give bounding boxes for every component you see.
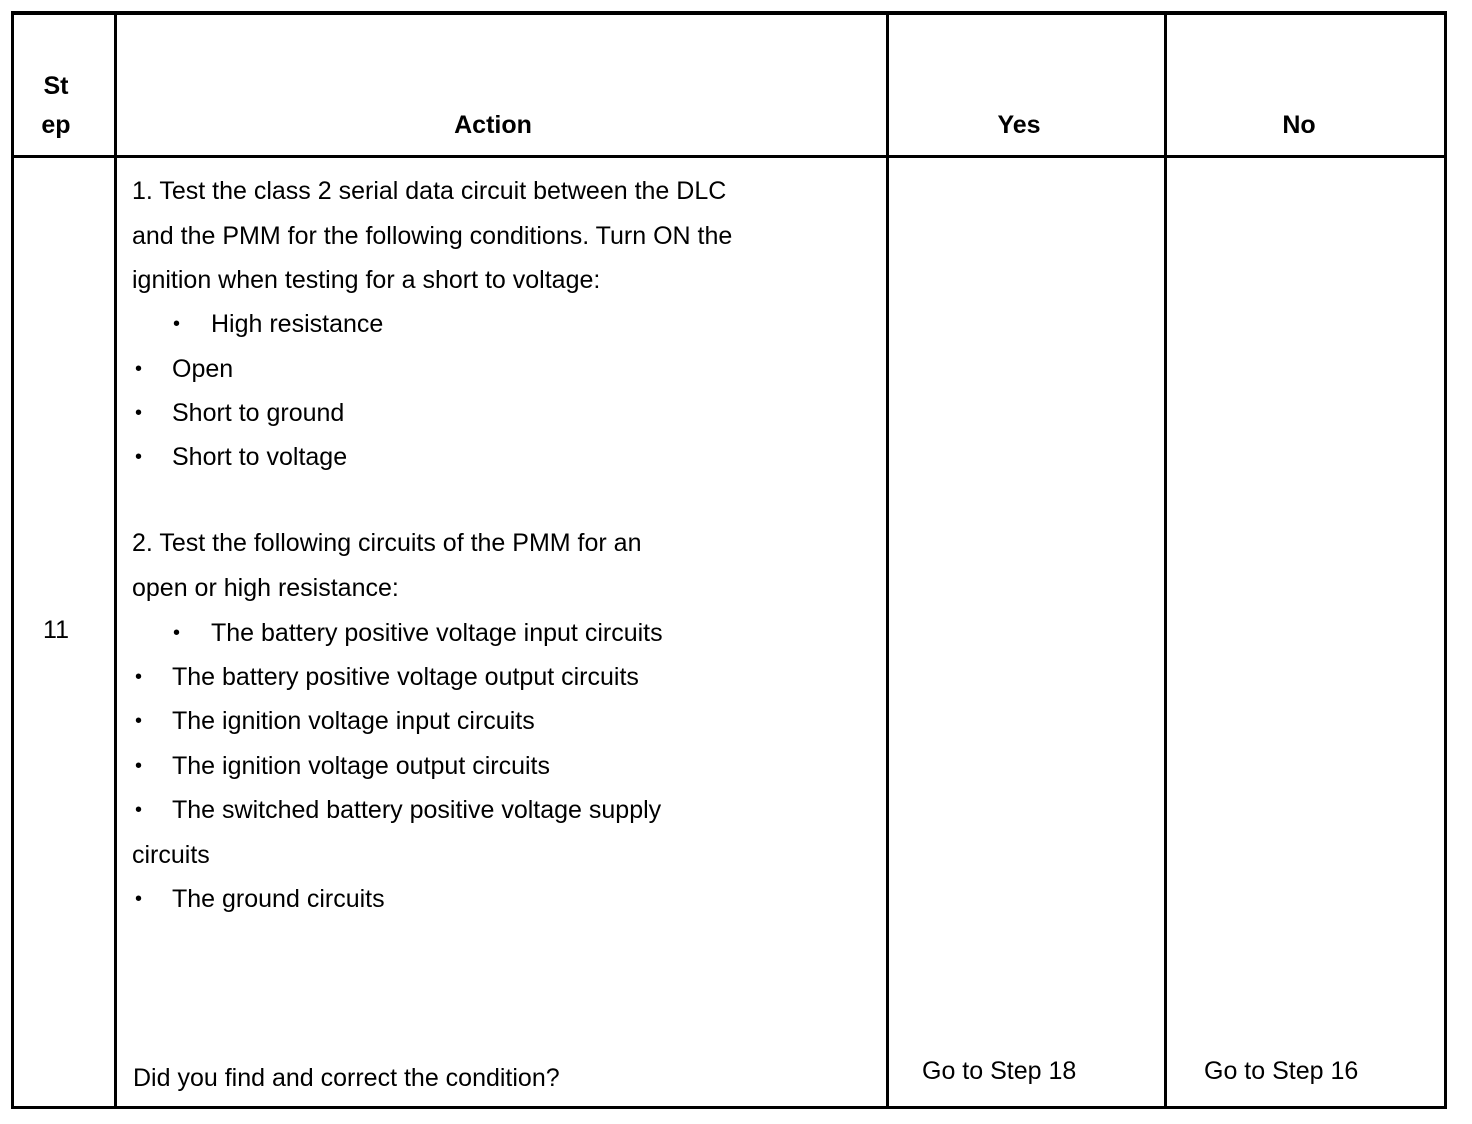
- bullet-icon: •: [135, 710, 143, 732]
- item1-bullet-4: Short to voltage: [172, 443, 348, 471]
- no-outcome: Go to Step 16: [1204, 1057, 1359, 1085]
- item2-bullet-5-wrap: circuits: [132, 841, 210, 869]
- step-number: 11: [43, 616, 69, 644]
- bullet-icon: •: [135, 888, 143, 910]
- header-no: No: [1282, 111, 1316, 139]
- item2-bullet-1: The battery positive voltage input circuits: [211, 619, 663, 647]
- item1-line1: 1. Test the class 2 serial data circuit between the DLC: [132, 177, 727, 205]
- item2-bullet-2: The battery positive voltage output circuits: [172, 663, 639, 691]
- bullet-icon: •: [135, 402, 143, 424]
- header-yes: Yes: [997, 111, 1041, 139]
- header-step-line2: ep: [41, 111, 71, 139]
- header-divider: [14, 155, 1444, 158]
- item1-bullet-2: Open: [172, 355, 234, 383]
- item1-bullet-3: Short to ground: [172, 399, 345, 427]
- column-divider-step: [114, 15, 117, 1106]
- item2-bullet-4: The ignition voltage output circuits: [172, 752, 550, 780]
- column-divider-action: [886, 15, 889, 1106]
- item2-bullet-5: The switched battery positive voltage supply: [172, 796, 662, 824]
- item2-bullet-6: The ground circuits: [172, 885, 385, 913]
- item2-bullet-3: The ignition voltage input circuits: [172, 707, 535, 735]
- bullet-icon: •: [135, 446, 143, 468]
- item2-line2: open or high resistance:: [132, 574, 399, 602]
- item2-line1: 2. Test the following circuits of the PMM for an: [132, 529, 642, 557]
- bullet-icon: •: [135, 799, 143, 821]
- item1-line2: and the PMM for the following conditions. Turn ON the: [132, 222, 733, 250]
- column-divider-yes: [1164, 15, 1167, 1106]
- bullet-icon: •: [135, 755, 143, 777]
- item1-line3: ignition when testing for a short to voltage:: [132, 266, 601, 294]
- item1-bullet-1: High resistance: [211, 310, 384, 338]
- header-action: Action: [454, 111, 532, 139]
- bullet-icon: •: [173, 313, 181, 335]
- header-step-line1: St: [43, 72, 69, 100]
- bullet-icon: •: [135, 358, 143, 380]
- bullet-icon: •: [135, 666, 143, 688]
- yes-outcome: Go to Step 18: [922, 1057, 1077, 1085]
- question-text: Did you find and correct the condition?: [133, 1064, 560, 1092]
- bullet-icon: •: [173, 622, 181, 644]
